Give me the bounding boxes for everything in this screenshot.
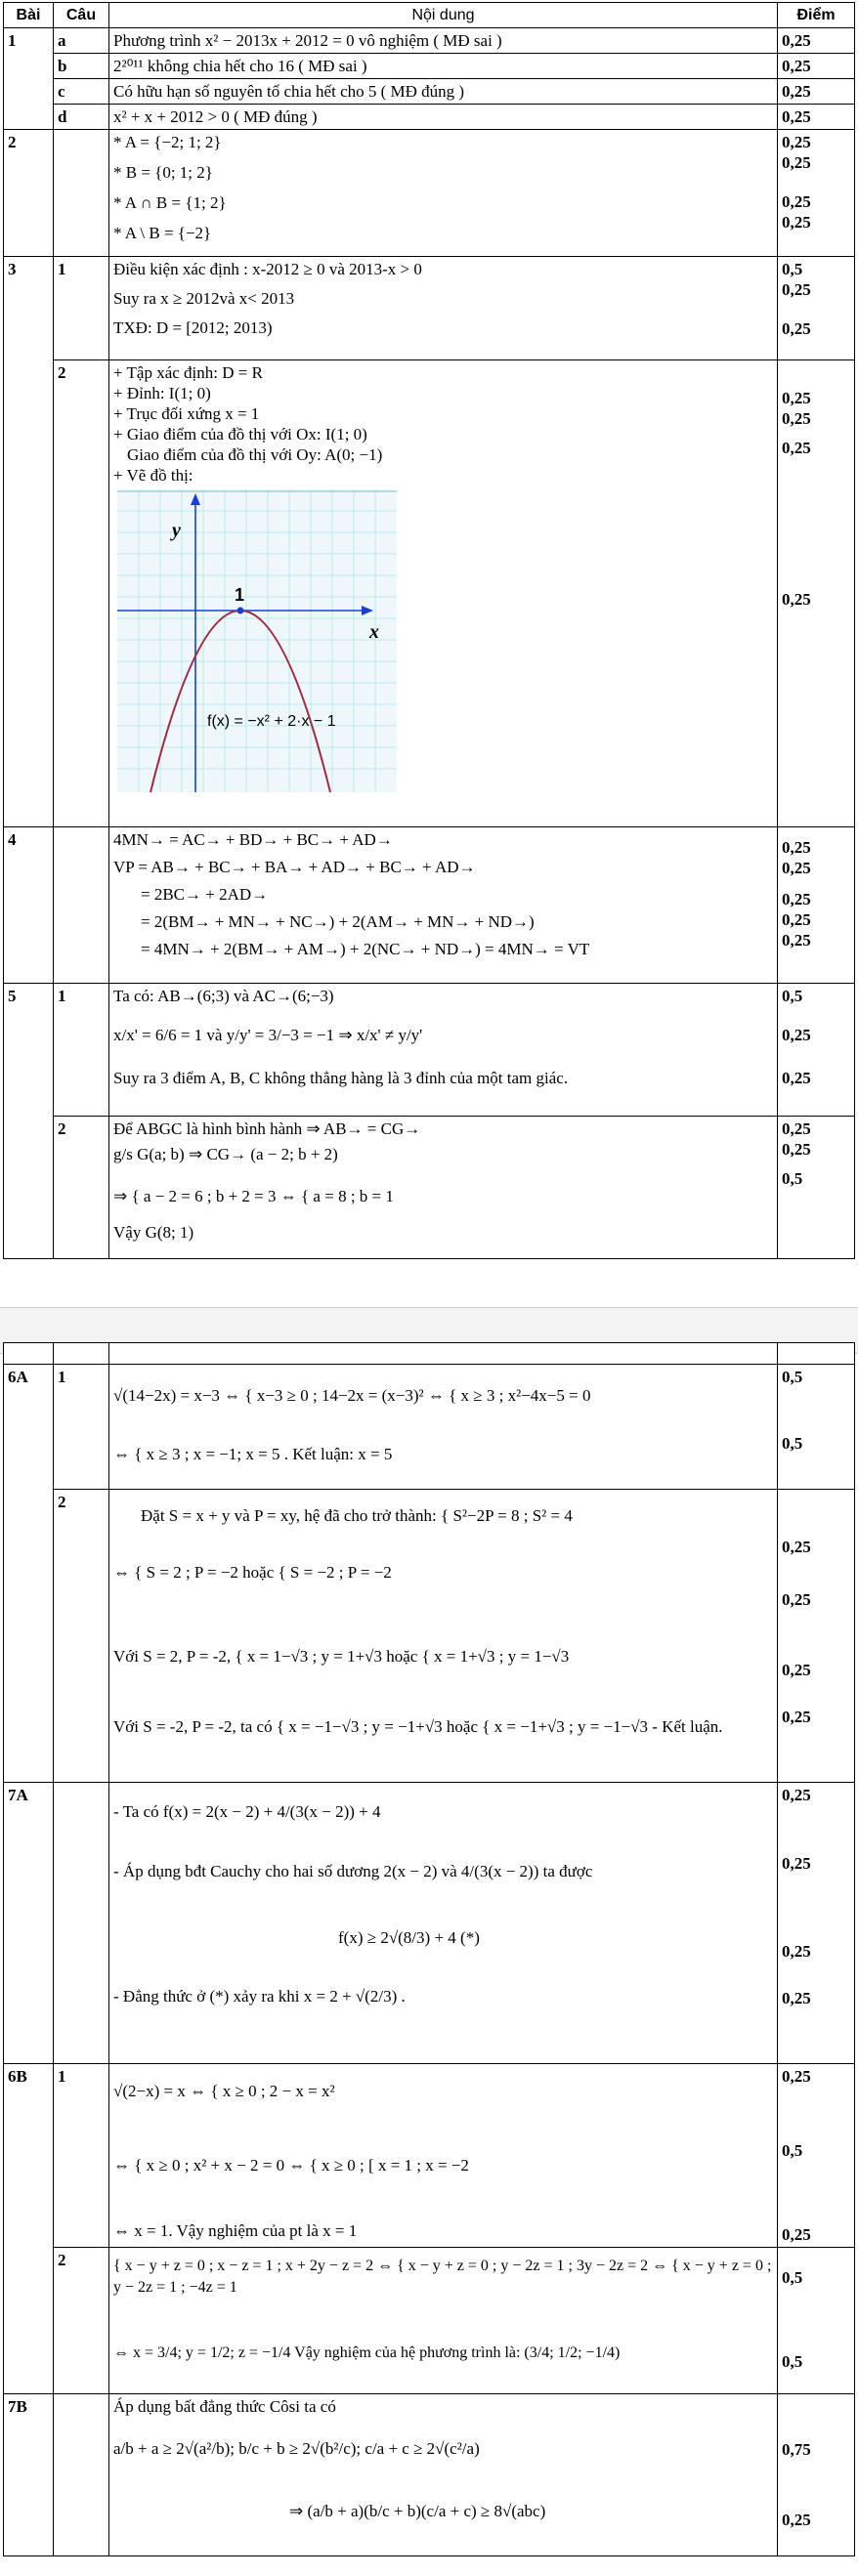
score-line: 0,5 xyxy=(782,987,803,1005)
table-row xyxy=(4,827,855,984)
content-line: = 2(BM→ + MN→ + NC→) + 2(AM→ + MN→ + ND→) xyxy=(141,912,535,931)
content-line: + Đỉnh: I(1; 0) xyxy=(113,384,211,402)
score-line: 0,25 xyxy=(782,1026,811,1044)
content-line: Điều kiện xác định : x-2012 ≥ 0 và 2013-x > 0 xyxy=(113,260,422,278)
content-line: Suy ra 3 điểm A, B, C không thẳng hàng là 3 đỉnh của một tam giác. xyxy=(113,1069,569,1087)
content-cell xyxy=(109,2064,778,2248)
content-line: + Tập xác định: D = R xyxy=(113,363,263,382)
table-row xyxy=(4,360,855,827)
table-row xyxy=(4,1117,855,1259)
content-line: Với S = -2, P = -2, ta có { x = −1−√3 ; y = −1+√3 hoặc { x = −1+√3 ; y = −1−√3 - Kết luận. xyxy=(113,1717,723,1736)
score-line: 0,25 xyxy=(782,838,811,857)
header-diem: Điểm xyxy=(778,3,855,28)
score-line: 0,25 xyxy=(782,890,811,908)
score-cell: 0,25 xyxy=(778,79,855,105)
cau-cell xyxy=(54,2394,109,2556)
cau-cell: a xyxy=(54,28,109,54)
table-row xyxy=(4,130,855,257)
content-line: Ta có: AB→(6;3) và AC→(6;−3) xyxy=(113,987,334,1005)
score-line: 0,25 xyxy=(782,2225,811,2244)
content-cell xyxy=(109,1365,778,1490)
content-line: { x − y + z = 0 ; x − z = 1 ; x + 2y − z = 2 ⇔ { x − y + z = 0 ; y − 2z = 1 ; 3y − 2z = 2 ⇔ { x − y + z = 0 ; y − 2z = 1 ; −4z = 1 xyxy=(113,2258,772,2296)
content-cell xyxy=(109,827,778,984)
cau-cell: b xyxy=(54,54,109,79)
score-line: 0,5 xyxy=(782,2352,803,2371)
score-line: 0,25 xyxy=(782,213,811,232)
content-line: + Vẽ đồ thị: xyxy=(113,466,193,485)
cau-cell xyxy=(54,130,109,257)
answer-table-part1 xyxy=(3,2,855,1259)
content-cell xyxy=(109,2248,778,2394)
cau-cell: c xyxy=(54,79,109,105)
content-line: - Đẳng thức ở (*) xảy ra khi x = 2 + √(2/3) . xyxy=(113,1987,406,2006)
blank-cell xyxy=(109,1343,778,1365)
table-header-row xyxy=(4,3,855,28)
content-cell xyxy=(109,130,778,257)
vertex-point xyxy=(237,608,244,614)
content-line: - Áp dụng bđt Cauchy cho hai số dương 2(x − 2) và 4/(3(x − 2)) ta được xyxy=(113,1862,593,1880)
content-line: TXĐ: D = [2012; 2013) xyxy=(113,318,273,337)
content-line: a/b + a ≥ 2√(a²/b); b/c + b ≥ 2√(b²/c); c/a + c ≥ 2√(c²/a) xyxy=(113,2439,480,2458)
content-cell xyxy=(109,1783,778,2064)
table-row xyxy=(4,1365,855,1490)
score-line: 0,25 xyxy=(782,859,811,877)
content-cell xyxy=(109,360,778,827)
score-cell xyxy=(778,827,855,984)
content-line: ⇒ { a − 2 = 6 ; b + 2 = 3 ⇔ { a = 8 ; b = 1 xyxy=(113,1187,394,1205)
bai-cell: 1 xyxy=(4,28,54,130)
score-cell xyxy=(778,257,855,360)
score-line: 0,25 xyxy=(782,590,811,609)
score-line: 0,5 xyxy=(782,2268,803,2287)
blank-cell xyxy=(4,1343,54,1365)
score-line: 0,5 xyxy=(782,2141,803,2160)
score-line: 0,25 xyxy=(782,280,811,299)
score-line: 0,25 xyxy=(782,1140,811,1159)
content-line: Đặt S = x + y và P = xy, hệ đã cho trở thành: { S²−2P = 8 ; S² = 4 xyxy=(141,1506,573,1525)
content-line: 4MN→ = AC→ + BD→ + BC→ + AD→ xyxy=(113,830,393,849)
score-line: 0,25 xyxy=(782,910,811,929)
score-line: 0,25 xyxy=(782,1942,811,1961)
score-line: 0,25 xyxy=(782,2067,811,2086)
content-line: + Trục đối xứng x = 1 xyxy=(113,404,260,423)
function-label: f(x) = −x² + 2·x − 1 xyxy=(207,713,336,730)
content-line: * A \ B = {−2} xyxy=(113,224,212,242)
header-bai: Bài xyxy=(4,3,54,28)
score-line: 0,25 xyxy=(782,931,811,950)
header-noidung: Nội dung xyxy=(109,3,778,28)
bai-cell: 6B xyxy=(4,2064,54,2394)
score-line: 0,25 xyxy=(782,1854,811,1873)
score-cell: 0,25 xyxy=(778,28,855,54)
content-line: * A = {−2; 1; 2} xyxy=(113,133,222,151)
score-line: 0,25 xyxy=(782,133,811,151)
content-cell: x² + x + 2012 > 0 ( MĐ đúng ) xyxy=(109,105,778,130)
header-cau: Câu xyxy=(54,3,109,28)
score-line: 0,25 xyxy=(782,192,811,211)
score-cell xyxy=(778,2394,855,2556)
table-row xyxy=(4,1490,855,1783)
cau-cell: 1 xyxy=(54,257,109,360)
blank-cell xyxy=(54,1343,109,1365)
bai-cell: 7A xyxy=(4,1783,54,2064)
content-cell: Có hữu hạn số nguyên tố chia hết cho 5 ( MĐ đúng ) xyxy=(109,79,778,105)
content-line: ⇔ { x ≥ 0 ; x² + x − 2 = 0 ⇔ { x ≥ 0 ; [ x = 1 ; x = −2 xyxy=(113,2156,469,2175)
content-line: + Giao điểm của đồ thị với Ox: I(1; 0) xyxy=(113,425,367,443)
score-cell xyxy=(778,984,855,1117)
content-line: ⇒ (a/b + a)(b/c + b)(c/a + c) ≥ 8√(abc) xyxy=(289,2502,546,2520)
table-row xyxy=(4,2064,855,2248)
score-line: 0,25 xyxy=(782,439,811,457)
parabola-graph xyxy=(117,489,401,794)
vertex-label: 1 xyxy=(235,585,245,605)
table-row xyxy=(4,28,855,54)
score-line: 0,25 xyxy=(782,389,811,407)
content-cell xyxy=(109,2394,778,2556)
score-line: 0,25 xyxy=(782,1590,811,1609)
score-line: 0,75 xyxy=(782,2440,811,2459)
score-cell xyxy=(778,1490,855,1783)
content-line: ⇔ { S = 2 ; P = −2 hoặc { S = −2 ; P = −2 xyxy=(113,1563,392,1582)
score-line: 0,5 xyxy=(782,1169,803,1188)
content-line: * A ∩ B = {1; 2} xyxy=(113,193,227,212)
content-cell: Phương trình x² − 2013x + 2012 = 0 vô nghiệm ( MĐ sai ) xyxy=(109,28,778,54)
content-cell xyxy=(109,984,778,1117)
content-line: x/x' = 6/6 = 1 và y/y' = 3/−3 = −1 ⇒ x/x' ≠ y/y' xyxy=(113,1026,423,1044)
cau-cell xyxy=(54,1783,109,2064)
content-line: g/s G(a; b) ⇒ CG→ (a − 2; b + 2) xyxy=(113,1145,338,1163)
bai-cell: 7B xyxy=(4,2394,54,2556)
score-cell: 0,25 xyxy=(778,105,855,130)
blank-cell xyxy=(778,1343,855,1365)
content-line: √(14−2x) = x−3 ⇔ { x−3 ≥ 0 ; 14−2x = (x−3)² ⇔ { x ≥ 3 ; x²−4x−5 = 0 xyxy=(113,1386,591,1405)
cau-cell: 2 xyxy=(54,1490,109,1783)
score-line: 0,25 xyxy=(782,319,811,338)
bai-cell: 2 xyxy=(4,130,54,257)
content-line: = 4MN→ + 2(BM→ + AM→) + 2(NC→ + ND→) = 4MN→ = VT xyxy=(141,940,590,958)
cau-cell: 1 xyxy=(54,2064,109,2248)
table-row xyxy=(4,2248,855,2394)
y-axis-label: y xyxy=(172,520,181,541)
answer-table-part2 xyxy=(3,1342,855,2556)
score-cell xyxy=(778,1117,855,1259)
cau-cell: 1 xyxy=(54,984,109,1117)
content-line: Vậy G(8; 1) xyxy=(113,1223,194,1242)
content-line: Suy ra x ≥ 2012và x< 2013 xyxy=(113,289,295,308)
score-cell xyxy=(778,1365,855,1490)
content-cell xyxy=(109,1117,778,1259)
score-cell xyxy=(778,360,855,827)
bai-cell: 5 xyxy=(4,984,54,1259)
score-line: 0,25 xyxy=(782,1661,811,1679)
score-line: 0,5 xyxy=(782,260,803,278)
score-line: 0,25 xyxy=(782,1119,811,1138)
score-cell: 0,25 xyxy=(778,54,855,79)
content-line: VP = AB→ + BC→ + BA→ + AD→ + BC→ + AD→ xyxy=(113,858,476,876)
content-line: √(2−x) = x ⇔ { x ≥ 0 ; 2 − x = x² xyxy=(113,2082,335,2100)
table-row xyxy=(4,257,855,360)
score-line: 0,5 xyxy=(782,1434,803,1453)
score-line: 0,5 xyxy=(782,1368,803,1386)
score-cell xyxy=(778,1783,855,2064)
table-row xyxy=(4,1783,855,2064)
score-line: 0,25 xyxy=(782,2511,811,2529)
bai-cell: 3 xyxy=(4,257,54,827)
cau-cell: 2 xyxy=(54,2248,109,2394)
score-cell xyxy=(778,130,855,257)
table-row xyxy=(4,984,855,1117)
content-cell: 2²⁰¹¹ không chia hết cho 16 ( MĐ sai ) xyxy=(109,54,778,79)
content-line: Với S = 2, P = -2, { x = 1−√3 ; y = 1+√3 hoặc { x = 1+√3 ; y = 1−√3 xyxy=(113,1647,570,1666)
score-line: 0,25 xyxy=(782,1538,811,1556)
bai-cell: 6A xyxy=(4,1365,54,1783)
score-line: 0,25 xyxy=(782,153,811,172)
blank-header-row xyxy=(4,1343,855,1365)
score-line: 0,25 xyxy=(782,1708,811,1726)
content-line: ⇔ { x ≥ 3 ; x = −1; x = 5 . Kết luận: x = 5 xyxy=(113,1445,393,1463)
score-line: 0,25 xyxy=(782,1069,811,1087)
table-row xyxy=(4,54,855,79)
table-row xyxy=(4,79,855,105)
content-line: ⇔ x = 3/4; y = 1/2; z = −1/4 Vậy nghiệm của hệ phương trình là: (3/4; 1/2; −1/4) xyxy=(113,2344,621,2361)
content-line: ⇔ x = 1. Vậy nghiệm của pt là x = 1 xyxy=(113,2221,358,2240)
score-cell xyxy=(778,2248,855,2394)
content-line: - Ta có f(x) = 2(x − 2) + 4/(3(x − 2)) + 4 xyxy=(113,1802,381,1821)
content-line: * B = {0; 1; 2} xyxy=(113,163,213,182)
score-cell xyxy=(778,2064,855,2248)
score-line: 0,25 xyxy=(782,1786,811,1804)
cau-cell: 2 xyxy=(54,1117,109,1259)
content-line: Giao điểm của đồ thị với Oy: A(0; −1) xyxy=(127,445,383,464)
content-line: = 2BC→ + 2AD→ xyxy=(141,885,269,904)
content-line: Để ABGC là hình bình hành ⇒ AB→ = CG→ xyxy=(113,1119,421,1138)
cau-cell xyxy=(54,827,109,984)
content-line: f(x) ≥ 2√(8/3) + 4 (*) xyxy=(338,1928,480,1947)
bai-cell: 4 xyxy=(4,827,54,984)
cau-cell: 2 xyxy=(54,360,109,827)
cau-cell: 1 xyxy=(54,1365,109,1490)
x-axis-label: x xyxy=(369,621,379,643)
score-line: 0,25 xyxy=(782,409,811,428)
table-row xyxy=(4,2394,855,2556)
score-line: 0,25 xyxy=(782,1989,811,2007)
content-cell xyxy=(109,1490,778,1783)
content-cell xyxy=(109,257,778,360)
table-row xyxy=(4,105,855,130)
content-line: Áp dụng bất đẳng thức Côsi ta có xyxy=(113,2397,336,2416)
cau-cell: d xyxy=(54,105,109,130)
